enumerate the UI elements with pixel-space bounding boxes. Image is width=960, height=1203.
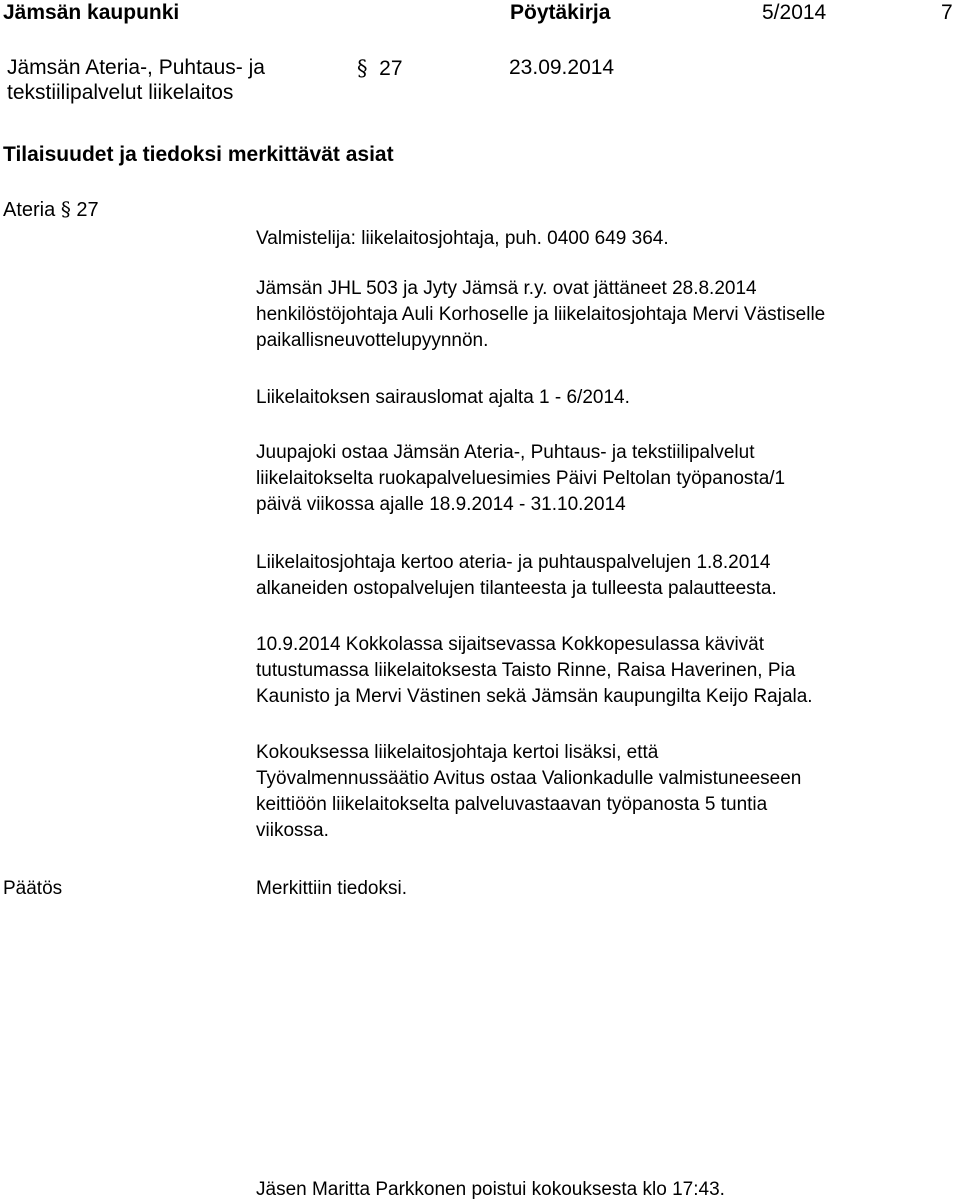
paragraph-line: viikossa. [256, 820, 329, 841]
paragraph-line: alkaneiden ostopalvelujen tilanteesta ja tulleesta palautteesta. [256, 578, 777, 599]
paragraph-line: Juupajoki ostaa Jämsän Ateria-, Puhtaus- ja tekstiilipalvelut [256, 442, 755, 463]
section-sign: § [357, 56, 368, 80]
section-title: Tilaisuudet ja tiedoksi merkittävät asiat [3, 143, 394, 166]
paragraph-line: Kokouksessa liikelaitosjohtaja kertoi lisäksi, että [256, 742, 659, 763]
paragraph-avitus [256, 740, 801, 844]
body-name-line1: Jämsän Ateria-, Puhtaus- ja [7, 56, 265, 79]
paragraph-line: Työvalmennussäätio Avitus ostaa Valionkadulle valmistuneeseen [256, 768, 802, 789]
decision-text: Merkittiin tiedoksi. [256, 878, 407, 899]
paragraph-line: keittiöön liikelaitokselta palveluvastaavan työpanosta 5 tuntia [256, 794, 768, 815]
paragraph-line: henkilöstöjohtaja Auli Korhoselle ja liikelaitosjohtaja Mervi Västiselle [256, 304, 826, 325]
header-section-reference [357, 55, 403, 82]
paragraph-line: Jämsän JHL 503 ja Jyty Jämsä r.y. ovat jättäneet 28.8.2014 [256, 278, 757, 299]
preparer-line: Valmistelija: liikelaitosjohtaja, puh. 0400 649 364. [256, 228, 669, 249]
page-number: 7 [941, 1, 953, 24]
paragraph-juupajoki [256, 440, 785, 518]
footer-note: Jäsen Maritta Parkkonen poistui kokouksesta klo 17:43. [256, 1179, 725, 1200]
item-label [3, 196, 99, 223]
paragraph-line: Kaunisto ja Mervi Västinen sekä Jämsän kaupungilta Keijo Rajala. [256, 686, 813, 707]
paragraph-kokkola-visit [256, 632, 813, 710]
body-name-line2: tekstiilipalvelut liikelaitos [7, 81, 234, 104]
paragraph-line: liikelaitokselta ruokapalveluesimies Päivi Peltolan työpanosta/1 [256, 468, 786, 489]
header-section-number: 27 [379, 57, 403, 80]
paragraph-line: 10.9.2014 Kokkolassa sijaitsevassa Kokkopesulassa kävivät [256, 634, 765, 655]
item-label-text: Ateria [3, 199, 56, 221]
paragraph-line: tutustumassa liikelaitoksesta Taisto Rinne, Raisa Haverinen, Pia [256, 660, 796, 681]
document-number: 5/2014 [762, 1, 827, 24]
item-number: 27 [76, 199, 99, 221]
paragraph-purchase-services [256, 550, 777, 602]
paragraph-line: Liikelaitosjohtaja kertoo ateria- ja puhtauspalvelujen 1.8.2014 [256, 552, 771, 573]
paragraph-line: paikallisneuvottelupyynnön. [256, 330, 489, 351]
decision-label: Päätös [3, 878, 63, 899]
paragraph-negotiation-request [256, 276, 825, 354]
item-section-sign: § [60, 197, 71, 221]
meeting-date: 23.09.2014 [509, 56, 615, 79]
paragraph-line: päivä viikossa ajalle 18.9.2014 - 31.10.2014 [256, 494, 626, 515]
paragraph-sick-leaves [256, 385, 630, 411]
paragraph-line: Liikelaitoksen sairauslomat ajalta 1 - 6/2014. [256, 387, 630, 408]
document-type: Pöytäkirja [510, 1, 611, 24]
municipality-name: Jämsän kaupunki [3, 1, 180, 24]
